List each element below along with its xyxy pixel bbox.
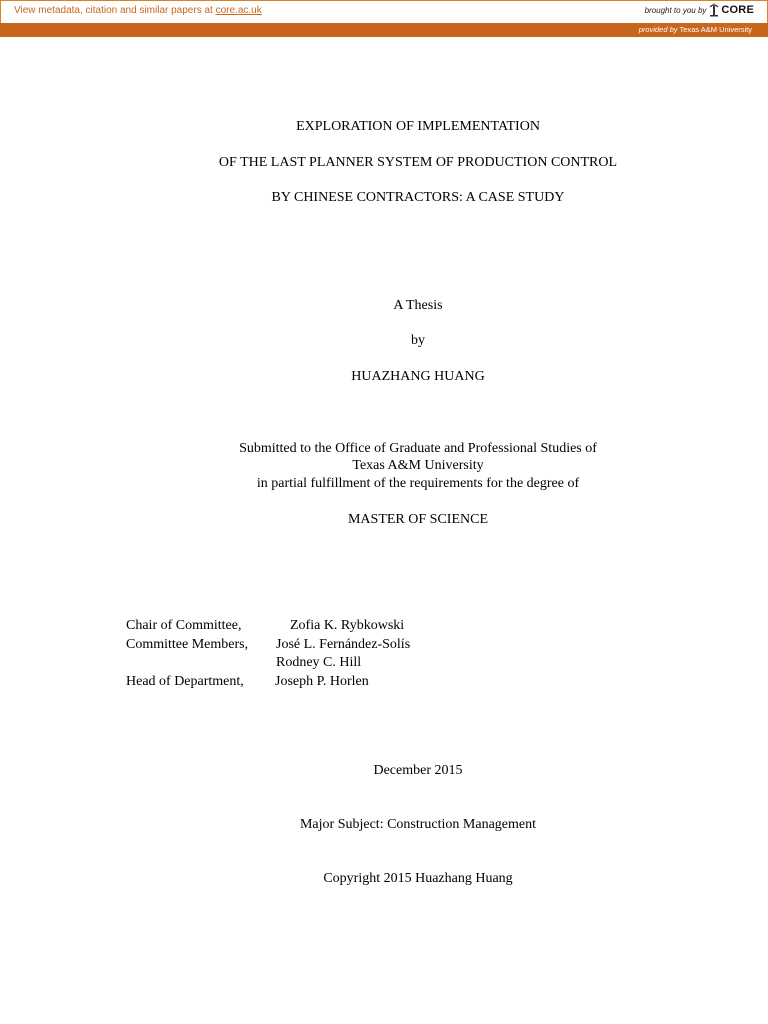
major-subject: Major Subject: Construction Management — [299, 817, 536, 832]
committee-name: José L. Fernández-Solís — [276, 636, 411, 652]
degree-name: MASTER OF SCIENCE — [347, 512, 489, 527]
core-logo-group[interactable] — [645, 3, 754, 17]
committee-role: Committee Members, — [126, 636, 249, 652]
provided-by-label: provided by — [638, 25, 678, 34]
core-banner — [0, 0, 768, 37]
provided-by-text — [639, 25, 752, 34]
author-name: HUAZHANG HUANG — [351, 369, 485, 384]
committee-role: Head of Department, — [126, 673, 244, 689]
thesis-title-line-1: EXPLORATION OF IMPLEMENTATION — [296, 119, 540, 134]
committee-name: Zofia K. Rybkowski — [290, 618, 405, 633]
core-logo-text: CORE — [721, 4, 754, 16]
submission-line-3: in partial fulfillment of the requirements for the degree of — [256, 476, 580, 491]
document-type: A Thesis — [393, 298, 443, 313]
submission-line-2: Texas A&M University — [352, 458, 484, 473]
thesis-title-line-3: BY CHINESE CONTRACTORS: A CASE STUDY — [271, 190, 565, 205]
core-metadata-label: View metadata, citation and similar papers at — [14, 5, 213, 16]
copyright-notice: Copyright 2015 Huazhang Huang — [323, 871, 513, 886]
provided-by-institution: Texas A&M University — [679, 25, 752, 34]
submission-date: December 2015 — [373, 763, 463, 778]
core-logo-icon — [708, 3, 720, 17]
core-metadata-text — [14, 5, 262, 16]
committee-role: Chair of Committee, — [126, 618, 242, 633]
committee-name: Rodney C. Hill — [276, 655, 362, 670]
by-text: by — [411, 333, 425, 348]
core-ac-uk-link[interactable]: core.ac.uk — [215, 5, 262, 16]
committee-name: Joseph P. Horlen — [275, 673, 369, 689]
submission-line-1: Submitted to the Office of Graduate and Professional Studies of — [239, 441, 597, 456]
brought-to-you-text: brought to you by — [644, 5, 707, 15]
thesis-title-line-2: OF THE LAST PLANNER SYSTEM OF PRODUCTION CONTROL — [218, 155, 618, 170]
